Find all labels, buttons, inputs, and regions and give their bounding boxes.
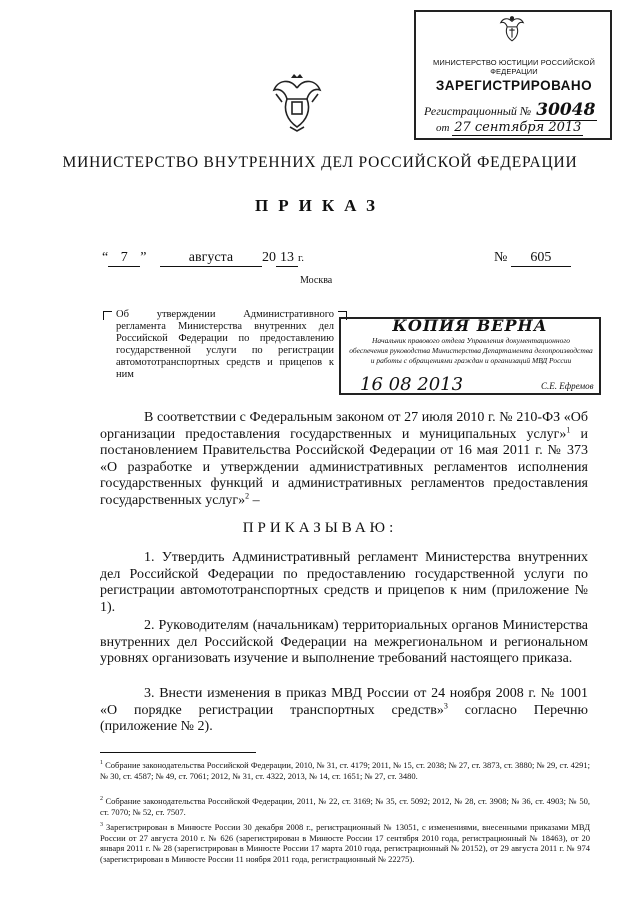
registration-date-prefix: от xyxy=(436,122,450,134)
footnote-ref-1: 1 xyxy=(566,424,571,434)
intro-text-2: и постановлением Правительства Российской Федерации от 16 мая 2011 г. № 373 «О разработке и утверждении административных регламентов исполнения государственных функций и административных регламентов предоставления государственных услуг» xyxy=(100,426,588,508)
copy-stamp-signature-date: 16 08 2013 xyxy=(360,374,464,395)
footnote-2-mark: 2 xyxy=(100,796,103,803)
registration-ministry: МИНИСТЕРСТВО ЮСТИЦИИ РОССИЙСКОЙ ФЕДЕРАЦИИ xyxy=(433,58,595,76)
ministry-title: МИНИСТЕРСТВО ВНУТРЕННИХ ДЕЛ РОССИЙСКОЙ ФЕДЕРАЦИИ xyxy=(62,154,578,171)
intro-text-1: В соответствии с Федеральным законом от 27 июля 2010 г. № 210-ФЗ «Об организации предоставления государственных и муниципальных услуг» xyxy=(100,410,588,442)
document-type: ПРИКАЗ xyxy=(255,196,385,215)
date-year-suffix: 13 xyxy=(276,250,298,267)
intro-paragraph xyxy=(100,410,588,509)
copy-stamp-title: КОПИЯ ВЕРНА xyxy=(392,316,548,335)
footnote-divider xyxy=(100,752,256,753)
date-year-prefix: 20 xyxy=(261,250,276,265)
footnote-3-mark: 3 xyxy=(100,822,103,829)
footnote-3-text: Зарегистрирован в Минюсте России 30 декабря 2008 г., регистрационный № 13051, с изменениями, внесенными приказами МВД России от 27 августа 2010 г. № 626 (зарегистрирован в Минюсте России 17 сентября 2010 года, регистрационный № 18463), от 20 января 2011 г. № 28 (зарегистрирован в Минюсте России 17 марта 2010 года, регистрационный № 20152), от 29 августа 2011 г. № 974 (зарегистрирован в Минюсте России 11 ноября 2011 года, регистрационный № 22275). xyxy=(100,822,590,864)
order-word: ПРИКАЗЫВАЮ: xyxy=(242,520,398,536)
footnote-2 xyxy=(100,796,590,817)
copy-stamp-signer: С.Е. Ефремов xyxy=(541,381,594,391)
item-3-text-1: 3. Внести изменения в приказ МВД России от 24 ноября 2008 г. № 1001 «О порядке регистрации транспортных средств» xyxy=(100,686,588,718)
city: Москва xyxy=(300,275,333,286)
order-date xyxy=(102,250,304,267)
registration-number-label: Регистрационный № xyxy=(424,104,532,118)
date-open-quote: “ xyxy=(102,250,109,265)
item-3-text-2: согласно Перечню (приложение № 2). xyxy=(100,702,588,734)
copy-stamp-line-2: обеспечения руководства Министерства Департамента делопроизводства xyxy=(349,346,593,355)
double-headed-eagle-icon xyxy=(498,14,526,44)
item-3 xyxy=(100,686,588,736)
footnote-1-mark: 1 xyxy=(100,760,103,767)
registration-number-value: 30048 xyxy=(536,100,596,120)
item-2: 2. Руководителям (начальникам) территориальных органов Министерства внутренних дел Российской Федерации на межрегиональном и региональном уровнях организовать изучение и выполнение требований настоящего приказа. xyxy=(100,618,588,666)
copy-stamp-line-3: и работы с обращениями граждан и организаций МВД России xyxy=(370,356,572,365)
registration-number-line xyxy=(424,100,597,121)
footnote-2-text: Собрание законодательства Российской Федерации, 2011, № 22, ст. 3169; № 35, ст. 5092; 2012, № 28, ст. 3908; № 36, ст. 4903; № 50, ст. 7070; № 52, ст. 7507. xyxy=(100,796,590,817)
state-emblem-icon xyxy=(272,72,322,132)
date-close-quote: ” xyxy=(140,250,147,265)
item-1: 1. Утвердить Административный регламент Министерства внутренних дел Российской Федерации по предоставлению государственной услуги по регистрации автомототранспортных средств и прицепов к ним (приложение № 1). xyxy=(100,550,588,615)
footnote-1-text: Собрание законодательства Российской Федерации, 2010, № 31, ст. 4179; 2011, № 15, ст. 2038; № 27, ст. 3873, ст. 3880; № 29, ст. 4291; № 30, ст. 4587; № 49, ст. 7061; 2012, № 31, ст. 4322, 2013, № 14, ст. 1651; № 27, ст. 3480. xyxy=(100,760,591,781)
footnote-ref-3: 3 xyxy=(443,700,448,710)
date-year-label: г. xyxy=(297,252,304,264)
date-month: августа xyxy=(160,250,262,267)
order-number xyxy=(494,250,571,267)
footnote-1 xyxy=(100,760,590,781)
footnote-ref-2: 2 xyxy=(245,490,250,500)
registration-title: ЗАРЕГИСТРИРОВАНО xyxy=(435,78,593,93)
date-day: 7 xyxy=(108,250,140,267)
copy-stamp-line-1: Начальник правового отдела Управления документационного xyxy=(371,336,571,345)
order-number-value: 605 xyxy=(511,250,571,267)
order-number-label: № xyxy=(494,250,508,265)
subject-bracket-left xyxy=(103,311,112,320)
registration-date-value: 27 сентября 2013 xyxy=(454,120,582,135)
intro-text-3: – xyxy=(249,492,260,508)
registration-date-line xyxy=(436,120,583,136)
order-subject: Об утверждении Административного регламента Министерства внутренних дел Российской Федерации по предоставлению государственной услуги по регистрации автомототранспортных средств и прицепов к ним xyxy=(116,309,334,380)
footnote-3 xyxy=(100,822,590,864)
